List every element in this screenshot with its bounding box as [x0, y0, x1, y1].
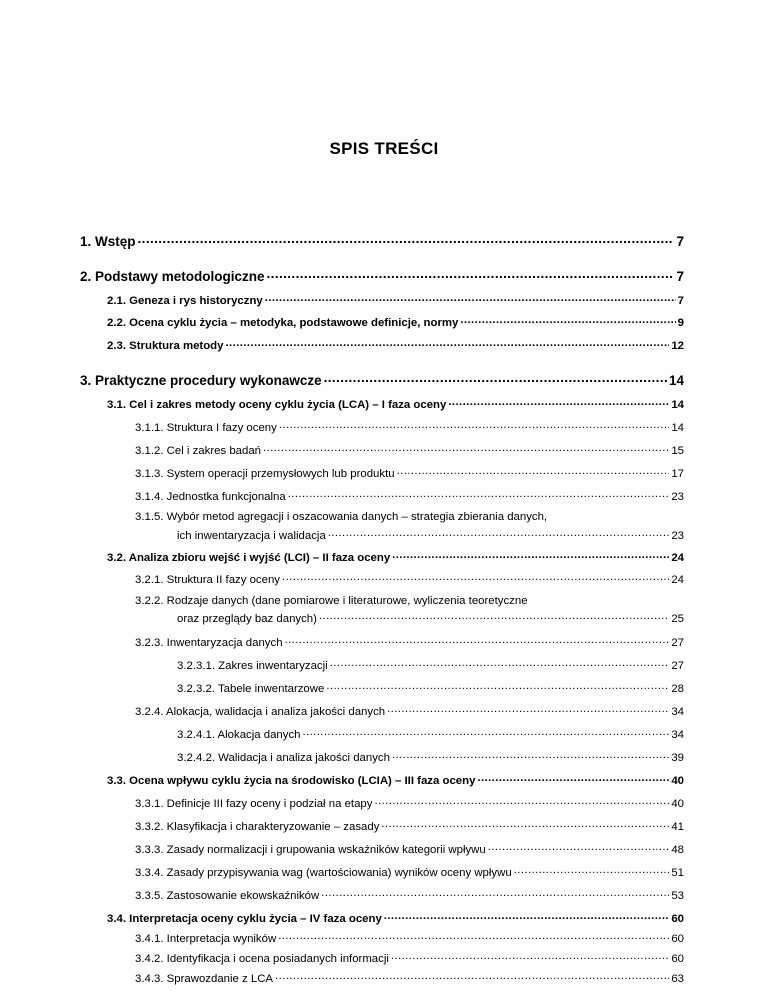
toc-entry-title: 3.2.3.1. Zakres inwentaryzacji [177, 659, 328, 672]
dot-leader [374, 795, 669, 806]
toc-entry-page: 24 [671, 573, 684, 586]
toc-entry[interactable] [135, 634, 684, 648]
toc-entry-first-line: 3.2.2. Rodzaje danych (dane pomiarowe i literaturowe, wyliczenia teoretyczne [135, 594, 528, 607]
toc-entry-title: 2.2. Ocena cyklu życia – metodyka, podstawowe definicje, normy [107, 317, 459, 330]
toc-entry[interactable] [107, 772, 684, 786]
toc-entry[interactable] [135, 704, 684, 718]
toc-entry-title: 3.2.4. Alokacja, walidacja i analiza jakości danych [135, 706, 386, 719]
dot-leader [225, 337, 669, 348]
dot-leader [267, 268, 675, 282]
toc-entry-title: 3.2. Analiza zbioru wejść i wyjść (LCI) – II faza oceny [107, 551, 391, 564]
toc-entry-title: oraz przeglądy baz danych) [177, 613, 317, 626]
toc-entry-title: 3.2.1. Struktura II fazy oceny [135, 573, 280, 586]
toc-entry-title: 3.3.3. Zasady normalizacji i grupowania wskaźników kategorii wpływu [135, 843, 486, 856]
dot-leader [381, 818, 669, 829]
toc-entry-page: 39 [671, 752, 684, 765]
toc-entry-title: 3.2.4.1. Alokacja danych [177, 729, 301, 742]
dot-leader [265, 293, 676, 304]
toc-entry[interactable] [135, 951, 684, 965]
toc-entry[interactable] [177, 750, 684, 764]
toc-entry-title: 3.1. Cel i zakres metody oceny cyklu życia (LCA) – I faza oceny [107, 399, 447, 412]
toc-entry-page: 41 [671, 820, 684, 833]
toc-entry[interactable] [135, 971, 684, 985]
toc-entry[interactable] [135, 818, 684, 832]
dot-leader [279, 419, 670, 430]
toc-entry[interactable] [177, 680, 684, 694]
dot-leader [392, 549, 669, 560]
dot-leader [448, 397, 669, 408]
toc-entry[interactable] [177, 657, 684, 671]
toc-entry[interactable] [135, 795, 684, 809]
toc-entry[interactable] [135, 931, 684, 945]
toc-entry-title: 3.4.2. Identyfikacja i ocena posiadanych informacji [135, 953, 389, 966]
toc-entry-page: 7 [676, 269, 684, 285]
dot-leader [384, 911, 670, 922]
dot-leader [263, 442, 669, 453]
toc-entry-title: 3.1.4. Jednostka funkcjonalna [135, 490, 286, 503]
toc-entry[interactable] [135, 489, 684, 503]
toc-entry-title: 3.1.3. System operacji przemysłowych lub produktu [135, 467, 395, 480]
toc-entry[interactable] [80, 232, 684, 249]
toc-entry-title: 2. Podstawy metodologiczne [80, 269, 265, 285]
toc-entry-page: 60 [671, 933, 684, 946]
dot-leader [138, 232, 675, 246]
toc-entry-page: 25 [671, 613, 684, 626]
toc-entry-page: 27 [671, 659, 684, 672]
dot-leader [282, 572, 669, 583]
toc-entry-page: 12 [671, 339, 684, 352]
toc-entry-page: 53 [671, 890, 684, 903]
toc-entry[interactable] [80, 268, 684, 285]
toc-entry-page: 23 [671, 529, 684, 542]
toc-entry[interactable] [80, 372, 684, 389]
dot-leader [392, 750, 669, 761]
toc-entry-title: 3.4. Interpretacja oceny cyklu życia – IV faza oceny [107, 913, 382, 926]
dot-leader [488, 842, 670, 853]
toc-entry-page: 14 [671, 421, 684, 434]
toc-entry-page: 63 [671, 973, 684, 986]
toc-entry-page: 60 [671, 913, 684, 926]
toc-entry-title: 3.4.3. Sprawozdanie z LCA [135, 973, 274, 986]
dot-leader [477, 772, 669, 783]
toc-entry[interactable] [135, 442, 684, 456]
toc-entry-page: 17 [671, 467, 684, 480]
toc-entry[interactable] [135, 888, 684, 902]
toc-entry-page: 14 [671, 399, 684, 412]
toc-entry-title: 3.1.2. Cel i zakres badań [135, 444, 262, 457]
toc-entry-page: 14 [668, 373, 684, 389]
dot-leader [275, 971, 669, 982]
toc-entry-page: 24 [671, 551, 684, 564]
toc-entry-title: 3.3.5. Zastosowanie ekowskaźników [135, 890, 320, 903]
toc-entry-title: 3.3. Ocena wpływu cyklu życia na środowisko (LCIA) – III faza oceny [107, 774, 476, 787]
toc-entry[interactable] [135, 419, 684, 433]
toc-entry-page: 51 [671, 867, 684, 880]
dot-leader [278, 931, 669, 942]
dot-leader [302, 727, 669, 738]
toc-entry-title: 2.3. Struktura metody [107, 339, 224, 352]
toc-entry-title: 3.3.1. Definicje III fazy oceny i podział na etapy [135, 797, 373, 810]
toc-entry-page: 9 [677, 317, 684, 330]
toc-entry-title: 3.2.3.2. Tabele inwentarzowe [177, 682, 325, 695]
toc-entry-page: 15 [671, 444, 684, 457]
dot-leader [321, 888, 669, 899]
toc-entry-page: 40 [671, 797, 684, 810]
toc-entry-title: 3. Praktyczne procedury wykonawcze [80, 373, 322, 389]
toc-entry-first-line: 3.1.5. Wybór metod agregacji i oszacowania danych – strategia zbierania danych, [135, 510, 548, 523]
page-title: SPIS TREŚCI [329, 139, 439, 158]
toc-entry[interactable] [107, 293, 684, 307]
toc-entry[interactable] [107, 549, 684, 563]
dot-leader [397, 465, 670, 476]
toc-entry-page: 34 [671, 729, 684, 742]
dot-leader [319, 611, 669, 622]
toc-entry[interactable] [135, 865, 684, 879]
toc-entry-page: 7 [677, 295, 684, 308]
toc-entry-title: 1. Wstęp [80, 233, 136, 249]
dot-leader [326, 680, 669, 691]
toc-entry[interactable] [107, 397, 684, 411]
dot-leader [460, 315, 675, 326]
toc-entry-title: 2.1. Geneza i rys historyczny [107, 295, 263, 308]
toc-entry-page: 34 [671, 706, 684, 719]
toc-entry-page: 23 [671, 490, 684, 503]
toc-entry[interactable] [177, 611, 684, 625]
toc-entry-title: 3.2.3. Inwentaryzacja danych [135, 636, 283, 649]
toc-entry[interactable] [107, 911, 684, 925]
toc-entry-title: 3.1.1. Struktura I fazy oceny [135, 421, 277, 434]
toc-entry-title: ich inwentaryzacja i walidacja [177, 529, 326, 542]
dot-leader [328, 527, 670, 538]
toc-entry-page: 60 [671, 953, 684, 966]
toc-entry[interactable] [177, 727, 684, 741]
toc-entry-page: 27 [671, 636, 684, 649]
toc-entry-page: 40 [671, 774, 684, 787]
toc-entry-title: 3.4.1. Interpretacja wyników [135, 933, 277, 946]
toc-entry[interactable] [135, 572, 684, 586]
toc-entry[interactable] [177, 527, 684, 541]
dot-leader [288, 489, 670, 500]
dot-leader [387, 704, 669, 715]
toc-entry[interactable] [135, 465, 684, 479]
toc-entry[interactable] [135, 842, 684, 856]
toc-entry-title: 3.3.4. Zasady przypisywania wag (wartościowania) wyników oceny wpływu [135, 867, 512, 880]
dot-leader [391, 951, 669, 962]
dot-leader [330, 657, 670, 668]
toc-entry-page: 7 [676, 233, 684, 249]
toc-entry[interactable] [107, 337, 684, 351]
toc-entry-title: 3.3.2. Klasyfikacja i charakteryzowanie – zasady [135, 820, 380, 833]
dot-leader [285, 634, 670, 645]
toc-entry-title: 3.2.4.2. Walidacja i analiza jakości danych [177, 752, 390, 765]
toc-entry[interactable] [107, 315, 684, 329]
toc-entry-page: 28 [671, 682, 684, 695]
toc-entry-page: 48 [671, 843, 684, 856]
dot-leader [324, 372, 667, 386]
dot-leader [514, 865, 670, 876]
